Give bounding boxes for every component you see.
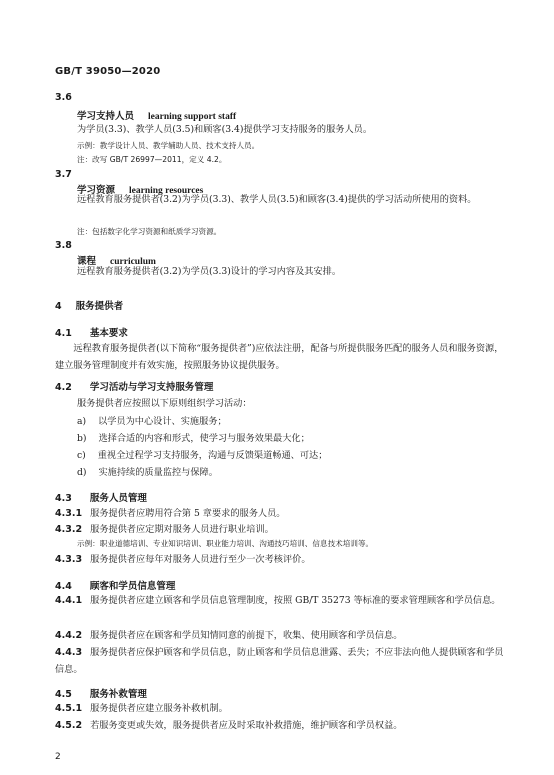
list-marker: d) bbox=[77, 467, 87, 478]
standard-code-header: GB/T 39050—2020 bbox=[55, 66, 161, 77]
section-heading-4-4 bbox=[55, 578, 175, 592]
definition-3-7 bbox=[55, 192, 525, 209]
list-text: 选择合适的内容和形式，使学习与服务效果最大化； bbox=[98, 433, 310, 444]
clause-number-3-8: 3.8 bbox=[55, 240, 72, 251]
section-number: 4.2 bbox=[55, 382, 72, 393]
section-heading-4-3 bbox=[55, 490, 147, 504]
clause-number: 4.5.1 bbox=[55, 703, 83, 714]
list-item bbox=[77, 465, 218, 481]
list-item bbox=[77, 448, 327, 464]
clause-number: 4.3.2 bbox=[55, 524, 83, 535]
section-title: 顾客和学员信息管理 bbox=[89, 581, 176, 592]
clause-text: 服务提供者应每年对服务人员进行至少一次考核评价。 bbox=[90, 554, 311, 565]
list-text: 重视全过程学习支持服务，沟通与反馈渠道畅通、可达； bbox=[97, 450, 328, 461]
section-heading-4-1 bbox=[55, 325, 128, 339]
term-chinese: 学习支持人员 bbox=[77, 111, 135, 122]
chapter-heading-4 bbox=[55, 298, 123, 312]
term-english: learning resources bbox=[129, 186, 204, 196]
note-3-7: 注：包括数字化学习资源和纸质学习资源。 bbox=[77, 227, 222, 236]
list-text: 实施持续的质量监控与保障。 bbox=[98, 467, 218, 478]
paragraph-4-2-intro: 服务提供者应按照以下原则组织学习活动： bbox=[77, 398, 252, 409]
chapter-title: 服务提供者 bbox=[75, 301, 124, 312]
clause-4-3-3 bbox=[55, 552, 311, 568]
clause-4-4-2 bbox=[55, 628, 402, 644]
section-number: 4.3 bbox=[55, 493, 72, 504]
chapter-number: 4 bbox=[55, 301, 62, 312]
term-chinese: 学习资源 bbox=[77, 185, 116, 196]
list-marker: a) bbox=[77, 416, 87, 427]
term-chinese: 课程 bbox=[77, 256, 97, 267]
clause-4-4-1 bbox=[55, 593, 505, 610]
definition-3-6: 为学员(3.3)、教学人员(3.5)和顾客(3.4)提供学习支持服务的服务人员。 bbox=[77, 124, 373, 135]
clause-4-3-1 bbox=[55, 506, 286, 522]
list-item bbox=[77, 414, 227, 430]
clause-number: 4.4.1 bbox=[55, 595, 83, 606]
clause-text: 服务提供者应建立顾客和学员信息管理制度，按照 GB/T 35273 等标准的要求管理顾客和学员信息。 bbox=[90, 595, 501, 606]
clause-text: 服务提供者应定期对服务人员进行职业培训。 bbox=[90, 524, 274, 535]
section-heading-4-2 bbox=[55, 379, 213, 393]
clause-text: 服务提供者应建立服务补救机制。 bbox=[90, 703, 228, 714]
clause-number-3-7: 3.7 bbox=[55, 169, 72, 180]
clause-text: 服务提供者应聘用符合第 5 章要求的服务人员。 bbox=[90, 508, 286, 519]
clause-number-3-6: 3.6 bbox=[55, 92, 72, 103]
clause-text: 服务提供者应在顾客和学员知情同意的前提下，收集、使用顾客和学员信息。 bbox=[90, 630, 403, 641]
section-number: 4.5 bbox=[55, 689, 72, 700]
clause-number: 4.5.2 bbox=[55, 720, 83, 731]
clause-number: 4.4.3 bbox=[55, 647, 83, 658]
clause-4-3-2 bbox=[55, 522, 274, 538]
term-english: curriculum bbox=[110, 257, 156, 267]
definition-3-8: 远程教育服务提供者(3.2)为学员(3.3)设计的学习内容及其安排。 bbox=[77, 266, 342, 277]
page-number: 2 bbox=[55, 752, 61, 762]
clause-number: 4.4.2 bbox=[55, 630, 83, 641]
clause-4-4-3 bbox=[55, 645, 505, 678]
list-marker: b) bbox=[77, 433, 87, 444]
paragraph-4-1: 远程教育服务提供者(以下简称“服务提供者”)应依法注册，配备与所提供服务匹配的服务人员和服务资源，建立服务管理制度并有效实施，按照服务协议提供服务。 bbox=[55, 343, 504, 371]
definition-text: 远程教育服务提供者(3.2)为学员(3.3)、教学人员(3.5)和顾客(3.4)提供的学习活动所使用的资料。 bbox=[77, 194, 477, 205]
example-4-3-2: 示例：职业道德培训、专业知识培训、职业能力培训、沟通技巧培训、信息技术培训等。 bbox=[77, 539, 374, 548]
clause-4-5-2 bbox=[55, 718, 402, 734]
clause-text: 若服务变更或失效，服务提供者应及时采取补救措施，维护顾客和学员权益。 bbox=[90, 720, 403, 731]
section-number: 4.4 bbox=[55, 581, 72, 592]
clause-number: 4.3.1 bbox=[55, 508, 83, 519]
term-english: learning support staff bbox=[148, 112, 237, 122]
note-3-6: 注：改写 GB/T 26997—2011，定义 4.2。 bbox=[77, 155, 227, 164]
list-marker: c) bbox=[77, 450, 86, 461]
list-item bbox=[77, 431, 310, 447]
term-3-6 bbox=[77, 108, 236, 122]
section-title: 服务人员管理 bbox=[89, 493, 147, 504]
clause-number: 4.3.3 bbox=[55, 554, 83, 565]
section-title: 基本要求 bbox=[89, 328, 128, 339]
clause-4-5-1 bbox=[55, 701, 228, 717]
clause-text: 服务提供者应保护顾客和学员信息，防止顾客和学员信息泄露、丢失；不应非法向他人提供顾客和学员信息。 bbox=[55, 647, 504, 675]
section-title: 学习活动与学习支持服务管理 bbox=[89, 382, 214, 393]
section-heading-4-5 bbox=[55, 686, 147, 700]
section-title: 服务补救管理 bbox=[89, 689, 147, 700]
list-text: 以学员为中心设计、实施服务； bbox=[98, 416, 227, 427]
section-number: 4.1 bbox=[55, 328, 72, 339]
example-3-6: 示例：教学设计人员、教学辅助人员、技术支持人员。 bbox=[77, 141, 260, 150]
